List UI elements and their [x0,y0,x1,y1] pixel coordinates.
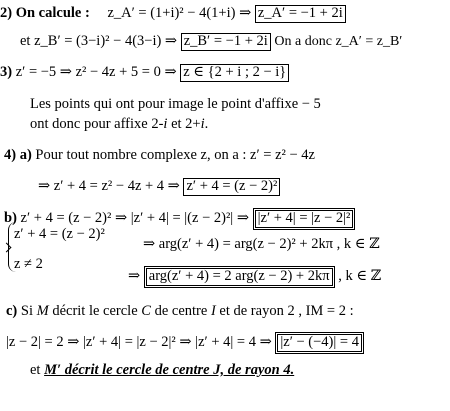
text: décrit le cercle [52,303,138,319]
formula: ⇒ [128,268,141,284]
line-4a-intro [4,148,315,163]
section-label: c) [6,303,18,319]
line-2-calcul-b [20,33,402,51]
formula: z_B′ = (3−i)² − 4(3−i) ⇒ [34,33,178,49]
double-boxed-result: |z′ + 4| = |z − 2|² [253,208,356,230]
circle-c: C [141,303,151,319]
line-4c-intro [6,304,354,319]
text: et [20,33,31,49]
text: ont donc pour affixe 2- [30,116,164,132]
formula: z_A′ = (1+i)² − 4(1+i) ⇒ [107,5,252,21]
line-4a-result [38,178,280,196]
system-line-2 [14,257,43,272]
formula: z′ + 4 = (z − 2)² ⇒ |z′ + 4| = |(z − 2)²| ⇒ [20,210,249,226]
point-i: I [210,303,216,319]
line-3-text-a [30,97,321,112]
boxed-result: z_A′ = −1 + 2i [255,5,346,23]
text: et [30,362,41,378]
boxed-result: z′ + 4 = (z − 2)² [183,178,280,196]
boxed-result: z_B′ = −1 + 2i [181,33,271,51]
text: . [204,116,209,132]
line-4b-arg-result [128,266,381,288]
formula: ⇒ z′ + 4 = z² − 4z + 4 ⇒ [38,178,180,194]
line-4b-arg [143,237,380,252]
text: et de rayon 2 , IM = 2 : [219,303,354,319]
text-italic: i [163,116,168,132]
line-4c-conclusion [30,363,294,378]
line-2-calcul-a [0,5,346,23]
text: Pour tout nombre complexe z, on a : z′ = z² − 4z [35,147,315,163]
text: Si [20,303,33,319]
system-line-1 [14,227,105,242]
section-label: 2) On calcule : [0,5,90,21]
formula: ⇒ arg(z′ + 4) = arg(z − 2)² + 2kπ , k ∈ ℤ [143,236,380,252]
line-3-equation [0,64,289,82]
line-3-text-b [30,117,208,132]
formula: |z − 2| = 2 ⇒ |z′ + 4| = |z − 2|² ⇒ |z′ + 4| = 4 ⇒ [6,334,272,350]
formula: z′ = −5 ⇒ z² − 4z + 5 = 0 ⇒ [15,64,177,80]
section-label: b) [4,210,17,226]
text: Les points qui ont pour image le point d'affixe − 5 [30,96,321,112]
formula: z ≠ 2 [14,256,43,272]
section-label: 4) a) [4,147,32,163]
text: et 2+ [167,116,201,132]
section-label: 3) [0,64,13,80]
text: , k ∈ ℤ [338,268,382,284]
double-boxed-result: |z′ − (−4)| = 4 [275,332,364,354]
point-m: M [36,303,49,319]
double-boxed-result: arg(z′ + 4) = 2 arg(z − 2) + 2kπ [144,266,335,288]
text: de centre [154,303,208,319]
final-conclusion: M′ décrit le cercle de centre J, de rayon 4. [44,362,295,378]
boxed-result: z ∈ {2 + i ; 2 − i} [180,64,289,82]
conclusion: On a donc z_A′ = z_B′ [274,34,403,49]
line-4c-modulus [6,332,364,354]
formula: z′ + 4 = (z − 2)² [14,226,105,242]
text-italic: i [200,116,205,132]
